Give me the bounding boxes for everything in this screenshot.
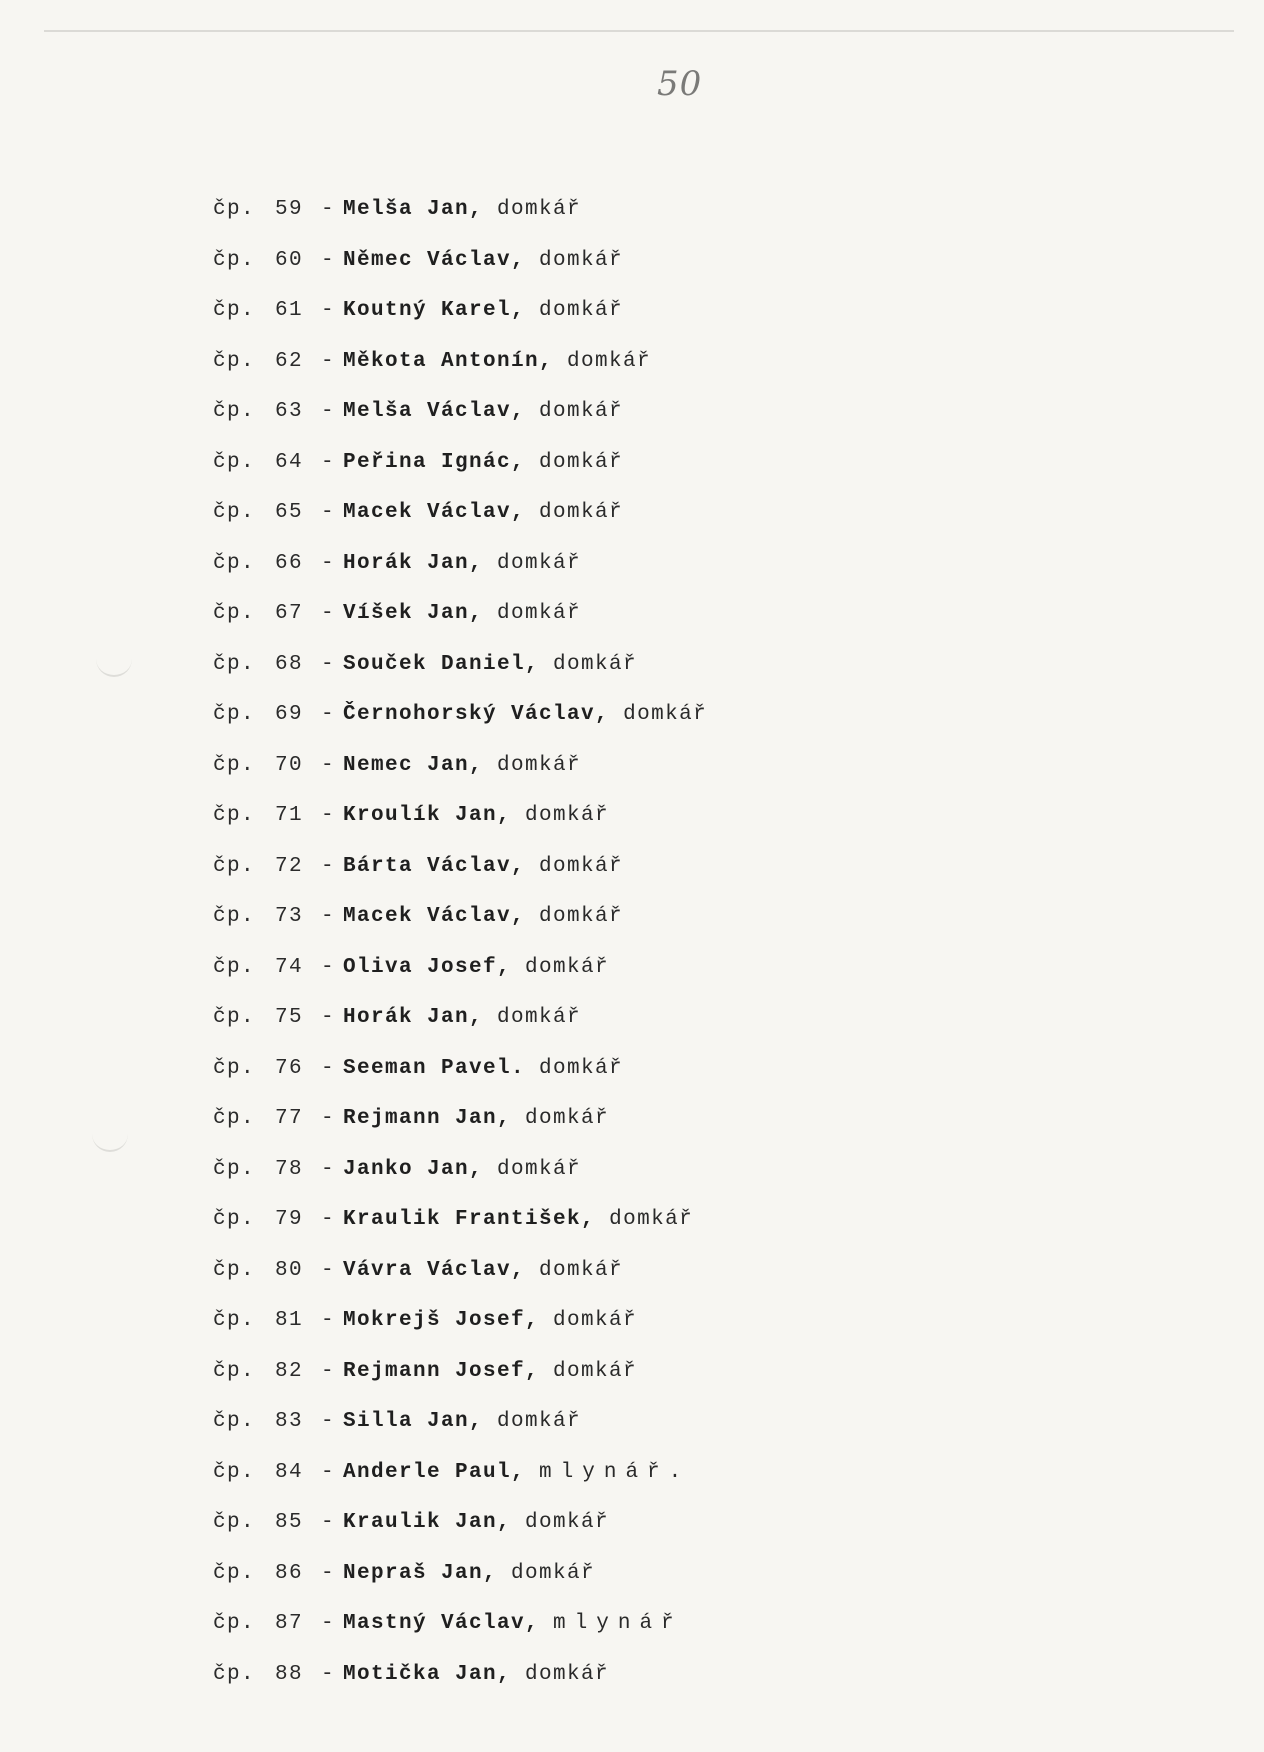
- separator-dash: -: [320, 450, 335, 474]
- house-number: 86: [275, 1561, 304, 1585]
- house-prefix: čp.: [213, 1208, 256, 1231]
- house-number: 69: [275, 703, 304, 726]
- owner-name: Rejmann Jan,: [343, 1107, 512, 1130]
- list-item: [213, 539, 1113, 590]
- house-number: 81: [275, 1309, 304, 1332]
- separator-dash: -: [320, 1157, 335, 1181]
- house-number: 74: [275, 955, 304, 979]
- house-number: 80: [275, 1258, 304, 1282]
- house-prefix: čp.: [213, 854, 256, 878]
- list-item: [213, 1498, 1113, 1549]
- separator-dash: -: [320, 349, 335, 373]
- owner-name: Motička Jan,: [343, 1662, 512, 1686]
- house-prefix: čp.: [213, 703, 256, 726]
- owner-name: Kraulik František,: [343, 1208, 596, 1231]
- list-item: [213, 1094, 1113, 1145]
- separator-dash: -: [320, 955, 335, 979]
- house-prefix: čp.: [213, 602, 256, 625]
- house-number: 73: [275, 905, 304, 928]
- house-number: 59: [275, 198, 304, 221]
- owner-occupation: domkář: [623, 703, 708, 726]
- list-item: [213, 1347, 1113, 1398]
- separator-dash: -: [320, 652, 335, 676]
- separator-dash: -: [320, 905, 335, 928]
- list-item: [213, 1448, 1113, 1499]
- owner-occupation: domkář: [539, 450, 624, 474]
- house-prefix: čp.: [213, 1056, 256, 1080]
- list-item: [213, 741, 1113, 792]
- page-number: 50: [657, 64, 703, 104]
- owner-name: Víšek Jan,: [343, 602, 484, 625]
- house-prefix: čp.: [213, 1359, 256, 1383]
- house-prefix: čp.: [213, 450, 256, 474]
- owner-name: Nepraš Jan,: [343, 1561, 498, 1585]
- house-prefix: čp.: [213, 551, 256, 575]
- house-number: 78: [275, 1157, 304, 1181]
- house-prefix: čp.: [213, 1561, 256, 1585]
- house-number: 64: [275, 450, 304, 474]
- owner-occupation: domkář: [539, 501, 624, 524]
- separator-dash: -: [320, 854, 335, 878]
- house-number: 77: [275, 1107, 304, 1130]
- owner-name: Seeman Pavel.: [343, 1056, 526, 1080]
- list-item: [213, 236, 1113, 287]
- owner-occupation: domkář: [567, 349, 652, 373]
- separator-dash: -: [320, 501, 335, 524]
- separator-dash: -: [320, 1410, 335, 1433]
- list-item: [213, 791, 1113, 842]
- separator-dash: -: [320, 400, 335, 423]
- punch-hole-mark: [92, 1130, 128, 1152]
- separator-dash: -: [320, 1208, 335, 1231]
- separator-dash: -: [320, 248, 335, 272]
- list-item: [213, 1195, 1113, 1246]
- house-prefix: čp.: [213, 1612, 256, 1635]
- house-number: 68: [275, 652, 304, 676]
- house-prefix: čp.: [213, 1157, 256, 1181]
- house-prefix: čp.: [213, 1107, 256, 1130]
- owner-name: Rejmann Josef,: [343, 1359, 540, 1383]
- owner-name: Koutný Karel,: [343, 299, 526, 322]
- house-prefix: čp.: [213, 501, 256, 524]
- house-number: 83: [275, 1410, 304, 1433]
- separator-dash: -: [320, 1662, 335, 1686]
- list-item: [213, 1044, 1113, 1095]
- owner-occupation: domkář: [539, 854, 624, 878]
- owner-occupation: domkář: [539, 1056, 624, 1080]
- owner-name: Janko Jan,: [343, 1157, 484, 1181]
- owner-occupation: domkář: [609, 1208, 694, 1231]
- house-number: 76: [275, 1056, 304, 1080]
- list-item: [213, 589, 1113, 640]
- house-number: 72: [275, 854, 304, 878]
- owner-occupation: domkář: [539, 1258, 624, 1282]
- house-prefix: čp.: [213, 1410, 256, 1433]
- owner-name: Černohorský Václav,: [343, 703, 610, 726]
- separator-dash: -: [320, 804, 335, 827]
- list-item: [213, 640, 1113, 691]
- owner-occupation: domkář: [525, 1662, 610, 1686]
- separator-dash: -: [320, 551, 335, 575]
- owner-occupation: domkář: [553, 1359, 638, 1383]
- house-number: 65: [275, 501, 304, 524]
- punch-hole-mark: [96, 655, 132, 677]
- list-item: [213, 1296, 1113, 1347]
- house-prefix: čp.: [213, 652, 256, 676]
- separator-dash: -: [320, 1309, 335, 1332]
- house-prefix: čp.: [213, 198, 256, 221]
- owner-occupation: domkář: [525, 955, 610, 979]
- list-item: [213, 286, 1113, 337]
- house-number: 71: [275, 804, 304, 827]
- separator-dash: -: [320, 1612, 335, 1635]
- house-prefix: čp.: [213, 1006, 256, 1029]
- list-item: [213, 1246, 1113, 1297]
- house-prefix: čp.: [213, 349, 256, 373]
- owner-name: Měkota Antonín,: [343, 349, 554, 373]
- owner-occupation: domkář: [511, 1561, 596, 1585]
- list-item: [213, 438, 1113, 489]
- owner-occupation: domkář: [497, 753, 582, 777]
- list-item: [213, 842, 1113, 893]
- separator-dash: -: [320, 753, 335, 777]
- owner-occupation: domkář: [539, 299, 624, 322]
- owner-name: Nemec Jan,: [343, 753, 484, 777]
- owner-occupation: domkář: [539, 248, 624, 272]
- owner-name: Bárta Václav,: [343, 854, 526, 878]
- owner-name: Mokrejš Josef,: [343, 1309, 540, 1332]
- list-item: [213, 943, 1113, 994]
- house-number: 87: [275, 1612, 304, 1635]
- house-prefix: čp.: [213, 1662, 256, 1686]
- house-number: 79: [275, 1208, 304, 1231]
- list-item: [213, 488, 1113, 539]
- house-number: 66: [275, 551, 304, 575]
- owner-name: Peřina Ignác,: [343, 450, 526, 474]
- owner-name: Silla Jan,: [343, 1410, 484, 1433]
- house-prefix: čp.: [213, 1511, 256, 1534]
- separator-dash: -: [320, 1107, 335, 1130]
- owner-name: Horák Jan,: [343, 1006, 484, 1029]
- owner-occupation: domkář: [553, 652, 638, 676]
- house-prefix: čp.: [213, 299, 256, 322]
- house-prefix: čp.: [213, 1460, 256, 1484]
- owner-occupation: domkář: [497, 198, 582, 221]
- owner-occupation: domkář: [497, 1006, 582, 1029]
- owner-name: Melša Jan,: [343, 198, 484, 221]
- house-prefix: čp.: [213, 248, 256, 272]
- separator-dash: -: [320, 1561, 335, 1585]
- list-item: [213, 1650, 1113, 1701]
- house-prefix: čp.: [213, 905, 256, 928]
- list-item: [213, 337, 1113, 388]
- separator-dash: -: [320, 703, 335, 726]
- owner-name: Melša Václav,: [343, 400, 526, 423]
- separator-dash: -: [320, 1359, 335, 1383]
- separator-dash: -: [320, 602, 335, 625]
- house-prefix: čp.: [213, 753, 256, 777]
- top-edge-line: [44, 30, 1234, 32]
- list-item: [213, 1599, 1113, 1650]
- house-number: 63: [275, 400, 304, 423]
- house-number: 82: [275, 1359, 304, 1383]
- list-item: [213, 387, 1113, 438]
- owner-occupation: domkář: [539, 905, 624, 928]
- owner-occupation: domkář: [497, 602, 582, 625]
- separator-dash: -: [320, 1056, 335, 1080]
- owner-name: Mastný Václav,: [343, 1612, 540, 1635]
- separator-dash: -: [320, 299, 335, 322]
- owner-occupation: domkář: [525, 1511, 610, 1534]
- house-number: 62: [275, 349, 304, 373]
- owner-occupation: domkář: [553, 1309, 638, 1332]
- list-item: [213, 892, 1113, 943]
- house-number: 61: [275, 299, 304, 322]
- separator-dash: -: [320, 1006, 335, 1029]
- house-prefix: čp.: [213, 1309, 256, 1332]
- house-number: 67: [275, 602, 304, 625]
- list-item: [213, 1397, 1113, 1448]
- house-register-list: [213, 185, 1113, 1700]
- house-prefix: čp.: [213, 804, 256, 827]
- house-number: 84: [275, 1460, 304, 1484]
- owner-name: Macek Václav,: [343, 905, 526, 928]
- house-number: 88: [275, 1662, 304, 1686]
- owner-name: Macek Václav,: [343, 501, 526, 524]
- owner-name: Kraulik Jan,: [343, 1511, 512, 1534]
- house-number: 75: [275, 1006, 304, 1029]
- owner-name: Souček Daniel,: [343, 652, 540, 676]
- owner-occupation: domkář: [497, 1410, 582, 1433]
- owner-name: Kroulík Jan,: [343, 804, 512, 827]
- owner-name: Horák Jan,: [343, 551, 484, 575]
- owner-occupation: domkář: [525, 804, 610, 827]
- owner-occupation: mlynář.: [539, 1460, 691, 1484]
- separator-dash: -: [320, 1258, 335, 1282]
- owner-name: Oliva Josef,: [343, 955, 512, 979]
- house-number: 60: [275, 248, 304, 272]
- list-item: [213, 993, 1113, 1044]
- owner-occupation: domkář: [497, 551, 582, 575]
- house-number: 85: [275, 1511, 304, 1534]
- owner-occupation: domkář: [525, 1107, 610, 1130]
- house-prefix: čp.: [213, 400, 256, 423]
- list-item: [213, 1145, 1113, 1196]
- separator-dash: -: [320, 1511, 335, 1534]
- separator-dash: -: [320, 1460, 335, 1484]
- separator-dash: -: [320, 198, 335, 221]
- owner-name: Anderle Paul,: [343, 1460, 526, 1484]
- list-item: [213, 185, 1113, 236]
- list-item: [213, 1549, 1113, 1600]
- list-item: [213, 690, 1113, 741]
- house-number: 70: [275, 753, 304, 777]
- house-prefix: čp.: [213, 955, 256, 979]
- owner-name: Vávra Václav,: [343, 1258, 526, 1282]
- owner-occupation: mlynář: [553, 1612, 683, 1635]
- owner-occupation: domkář: [497, 1157, 582, 1181]
- owner-occupation: domkář: [539, 400, 624, 423]
- house-prefix: čp.: [213, 1258, 256, 1282]
- owner-name: Němec Václav,: [343, 248, 526, 272]
